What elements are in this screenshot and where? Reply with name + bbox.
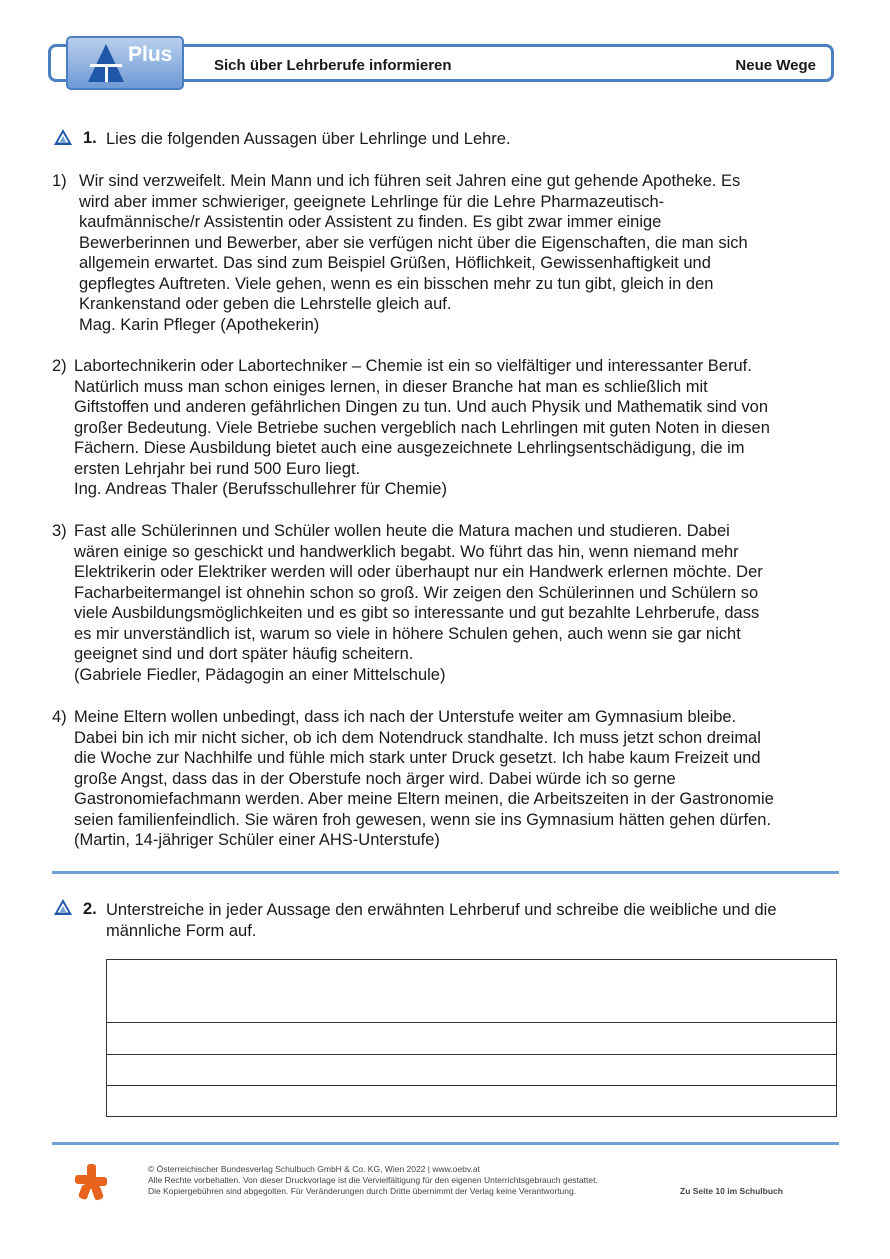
task-pyramid-icon	[53, 898, 73, 916]
statement	[52, 521, 842, 685]
footer-line: © Österreichischer Bundesverlag Schulbuch GmbH & Co. KG, Wien 2022 | www.oebv.at	[148, 1164, 480, 1174]
statement-line: wären einige so geschickt und handwerklich begabt. Wo führt das hin, wenn niemand mehr	[74, 542, 739, 561]
section-divider	[52, 871, 839, 874]
statement-author: Mag. Karin Pfleger (Apothekerin)	[79, 315, 320, 334]
statement-line: Gastronomiefachmann werden. Aber meine Eltern meinen, die Arbeitszeiten in der Gastronomie	[74, 790, 774, 808]
page-title: Sich über Lehrberufe informieren	[214, 57, 452, 74]
statement-author: (Martin, 14-jähriger Schüler einer AHS-Unterstufe)	[74, 831, 440, 849]
instruction-line: Unterstreiche in jeder Aussage den erwähnten Lehrberuf und schreibe die weibliche und die	[106, 901, 777, 919]
statement-line: großer Bedeutung. Viele Betriebe suchen vergeblich nach Lehrlingen mit guten Noten in diesen	[74, 418, 770, 437]
statement-author: Ing. Andreas Thaler (Berufsschullehrer für Chemie)	[74, 480, 447, 498]
statement-line: Giftstoffen und anderen gefährlichen Dingen zu tun. Und auch Physik und Mathematik sind von	[74, 398, 769, 416]
task-instruction: Lies die folgenden Aussagen über Lehrlinge und Lehre.	[106, 130, 511, 148]
statement-line: allgemein erwartet. Das sind zum Beispiel Grüßen, Höflichkeit, Gewissenhaftigkeit und	[79, 254, 711, 272]
logo-text: Plus	[128, 43, 173, 66]
answer-line	[107, 1085, 836, 1086]
statement-line: es mir unverständlich ist, warum so viele in höhere Schulen gehen, auch wenn sie gar nicht	[74, 624, 741, 643]
statement-line: viele Ausbildungsmöglichkeiten und es gibt so interessante und gut bezahlte Lehrberufe, dass	[74, 604, 760, 622]
statement-line: Krankenstand oder geben die Lehrstelle gleich auf.	[79, 295, 452, 313]
statement-author: (Gabriele Fiedler, Pädagogin an einer Mittelschule)	[74, 665, 446, 684]
statement-line: wird aber immer schwieriger, geeignete Lehrlinge für die Lehre Pharmazeutisch-	[79, 192, 665, 211]
statement-line: Dabei bin ich mir nicht sicher, ob ich dem Notendruck standhalte. Ich muss jetzt schon dreimal	[74, 728, 761, 747]
statement-line: kaufmännische/r Assistentin oder Assistent zu finden. Es gibt zwar immer einige	[79, 213, 662, 231]
statement-line: die Woche zur Nachhilfe und fühle mich stark unter Druck gesetzt. Ich habe kaum Freizeit und	[74, 749, 761, 767]
series-label: Neue Wege	[735, 57, 816, 74]
statement	[52, 171, 842, 335]
statement-line: Facharbeitermangel ist ohnehin schon so groß. Wir zeigen den Schülerinnen und Schülern so	[74, 583, 759, 602]
statement-line: große Angst, dass das in der Oberstufe noch ärger wird. Dabei würde ich so gerne	[74, 769, 676, 788]
statement-line: Fast alle Schülerinnen und Schüler wollen heute die Matura machen und studieren. Dabei	[74, 522, 730, 540]
answer-line	[107, 1054, 836, 1055]
statement-line: Labortechnikerin oder Labortechniker – Chemie ist ein so vielfältiger und interessanter Beruf.	[74, 357, 752, 375]
statement-number: 1)	[52, 172, 67, 190]
statement-line: gepflegtes Auftreten. Viele gehen, wenn es ein bisschen mehr zu tun gibt, gleich in den	[79, 274, 714, 293]
footer-line: Die Kopiergebühren sind abgegolten. Für Veränderungen durch Dritte übernimmt der Verlag keine Verantwortung.	[148, 1186, 577, 1196]
statement-line: ersten Lehrjahr bei rund 500 Euro liegt.	[74, 459, 361, 478]
task-pyramid-icon	[53, 128, 73, 146]
task-number: 2.	[83, 900, 97, 918]
statement-number: 3)	[52, 522, 67, 540]
instruction-line: männliche Form auf.	[106, 921, 257, 940]
footer-line: Alle Rechte vorbehalten. Von dieser Druckvorlage ist die Vervielfältigung für den eigenen Unterrichtsgebrauch gestattet.	[148, 1175, 598, 1185]
task-number: 1.	[83, 129, 97, 147]
statement-line: Bewerberinnen und Bewerber, aber sie verfügen nicht über die Eigenschaften, die man sich	[79, 233, 748, 252]
statement-number: 4)	[52, 708, 67, 726]
statement-line: Natürlich muss man schon einiges lernen, in dieser Branche hat man es schließlich mit	[74, 377, 708, 396]
statement-line: Elektrikerin oder Elektriker werden will oder überhaupt nur ein Handwerk erlernen möchte. Der	[74, 563, 763, 581]
statement-line: Meine Eltern wollen unbedingt, dass ich nach der Unterstufe weiter am Gymnasium bleibe.	[74, 708, 737, 726]
copyright-notice	[148, 1164, 598, 1197]
answer-area[interactable]	[106, 959, 837, 1117]
footer-divider	[52, 1142, 839, 1145]
statement-line: Wir sind verzweifelt. Mein Mann und ich führen seit Jahren eine gut gehende Apotheke. Es	[79, 172, 741, 190]
answer-line	[107, 1022, 836, 1023]
statement	[52, 707, 842, 851]
schoolbook-reference: Zu Seite 10 im Schulbuch	[680, 1186, 783, 1196]
statement-number: 2)	[52, 357, 67, 375]
statement-line: geeignet sind und dort später häufig scheitern.	[74, 645, 414, 663]
task-instruction	[106, 900, 777, 941]
statement	[52, 356, 842, 500]
statement-line: Fächern. Diese Ausbildung bietet auch eine ausgezeichnete Lehrlingsentschädigung, die im	[74, 439, 745, 457]
publisher-logo-icon	[72, 1162, 110, 1202]
statement-line: seien familienfeindlich. Sie wären froh gewesen, wenn sie ins Gymnasium hätten gehen dürfen.	[74, 810, 772, 829]
plus-logo	[66, 36, 184, 90]
